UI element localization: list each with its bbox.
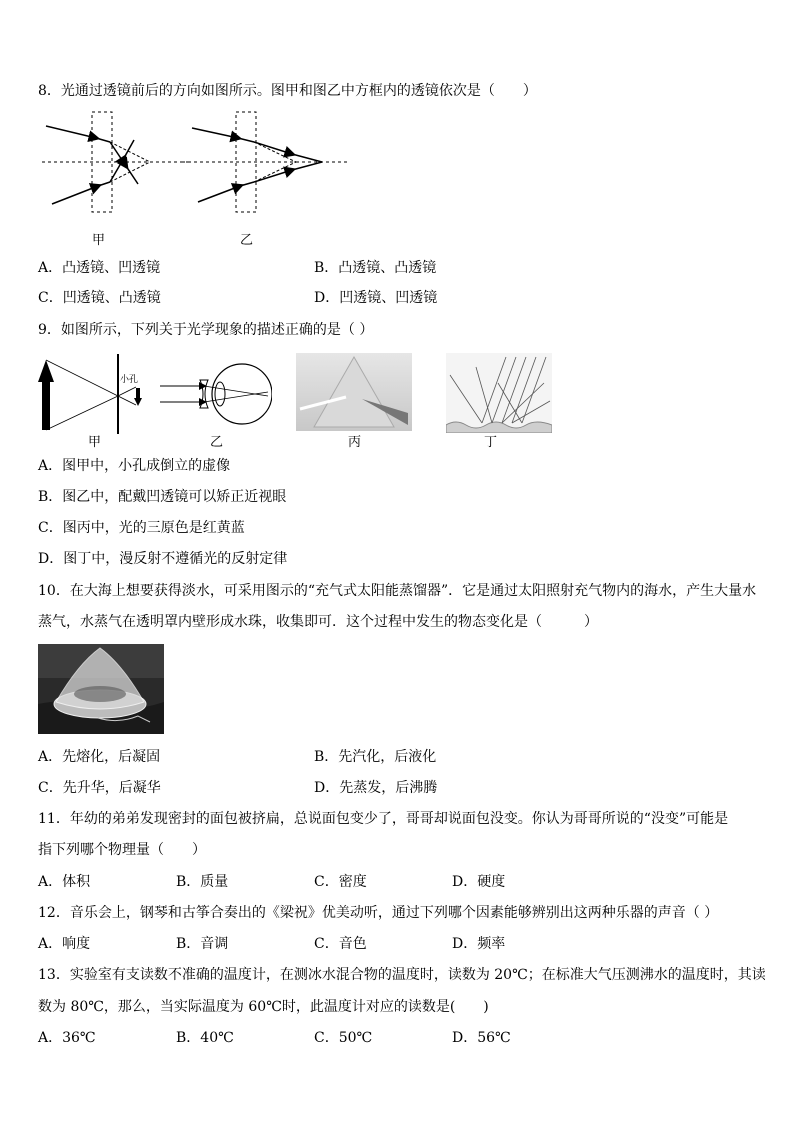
q10-option-c[interactable]: C．先升华，后凝华 (38, 780, 161, 796)
q8-lens-figures (38, 110, 358, 220)
q10-option-a[interactable]: A．先熔化，后凝固 (38, 749, 161, 765)
q9-caption-yi: 乙 (210, 435, 224, 450)
q13-option-d[interactable]: D．56℃ (452, 1030, 511, 1046)
q8-option-d[interactable]: D．凹透镜、凹透镜 (314, 290, 438, 306)
q8-option-a[interactable]: A．凸透镜、凹透镜 (38, 260, 161, 276)
q10-option-b[interactable]: B．先汽化，后液化 (314, 749, 437, 765)
q9-figure-diffuse (446, 353, 552, 433)
q9-stem: 9．如图所示，下列关于光学现象的描述正确的是（ ） (38, 322, 374, 338)
q13-stem-line1: 13．实验室有支读数不准确的温度计，在测冰水混合物的温度时，读数为 20℃；在标准大气压测沸水的温度时，其读 (38, 967, 766, 983)
q8-option-b[interactable]: B．凸透镜、凸透镜 (314, 260, 437, 276)
q12-option-a[interactable]: A．响度 (38, 936, 91, 952)
q10-stem-line2: 蒸气，水蒸气在透明罩内壁形成水珠，收集即可．这个过程中发生的物态变化是（ ） (38, 614, 598, 630)
q9-option-c[interactable]: C．图丙中，光的三原色是红黄蓝 (38, 520, 245, 536)
q11-option-c[interactable]: C．密度 (314, 874, 367, 890)
q9-pinhole-label: 小孔 (120, 375, 139, 385)
q9-figure-eye (158, 354, 272, 434)
q9-figure-pinhole (36, 352, 148, 436)
q10-stem-line1: 10．在大海上想要获得淡水，可采用图示的“充气式太阳能蒸馏器”．它是通过太阳照射充气物内的海水，产生大量水 (38, 583, 757, 599)
q8-caption-jia: 甲 (92, 233, 106, 248)
q8-figure-yi (182, 112, 348, 212)
q10-option-d[interactable]: D．先蒸发，后沸腾 (314, 780, 438, 796)
q13-option-b[interactable]: B．40℃ (176, 1030, 234, 1046)
q13-option-c[interactable]: C．50℃ (314, 1030, 373, 1046)
q8-stem: 8．光通过透镜前后的方向如图所示。图甲和图乙中方框内的透镜依次是（ ） (38, 83, 537, 99)
q11-option-b[interactable]: B．质量 (176, 874, 229, 890)
q8-option-c[interactable]: C．凹透镜、凸透镜 (38, 290, 161, 306)
q9-caption-ding: 丁 (484, 435, 498, 450)
q11-stem-line1: 11．年幼的弟弟发现密封的面包被挤扁，总说面包变少了，哥哥却说面包没变。你认为哥哥所说的“没变”可能是 (38, 811, 729, 827)
q8-caption-yi: 乙 (240, 233, 254, 248)
q8-figure-jia (42, 112, 188, 212)
q9-option-b[interactable]: B．图乙中，配戴凹透镜可以矫正近视眼 (38, 489, 287, 505)
q11-stem-line2: 指下列哪个物理量（ ） (38, 842, 206, 858)
q13-stem-line2: 数为 80℃，那么，当实际温度为 60℃时，此温度计对应的读数是( ) (38, 999, 489, 1015)
q12-stem: 12．音乐会上，钢琴和古筝合奏出的《梁祝》优美动听，通过下列哪个因素能够辨别出这两种乐器的声音（ ） (38, 905, 719, 921)
q12-option-c[interactable]: C．音色 (314, 936, 367, 952)
q9-caption-jia: 甲 (88, 435, 102, 450)
q13-option-a[interactable]: A．36℃ (38, 1030, 96, 1046)
q10-solar-still-photo (38, 644, 164, 734)
q9-option-a[interactable]: A．图甲中，小孔成倒立的虚像 (38, 458, 231, 474)
q9-caption-bing: 丙 (348, 435, 362, 450)
q12-option-b[interactable]: B．音调 (176, 936, 229, 952)
q9-figure-prism (296, 353, 412, 431)
q11-option-d[interactable]: D．硬度 (452, 874, 506, 890)
q11-option-a[interactable]: A．体积 (38, 874, 91, 890)
q12-option-d[interactable]: D．频率 (452, 936, 506, 952)
q9-option-d[interactable]: D．图丁中，漫反射不遵循光的反射定律 (38, 551, 288, 567)
